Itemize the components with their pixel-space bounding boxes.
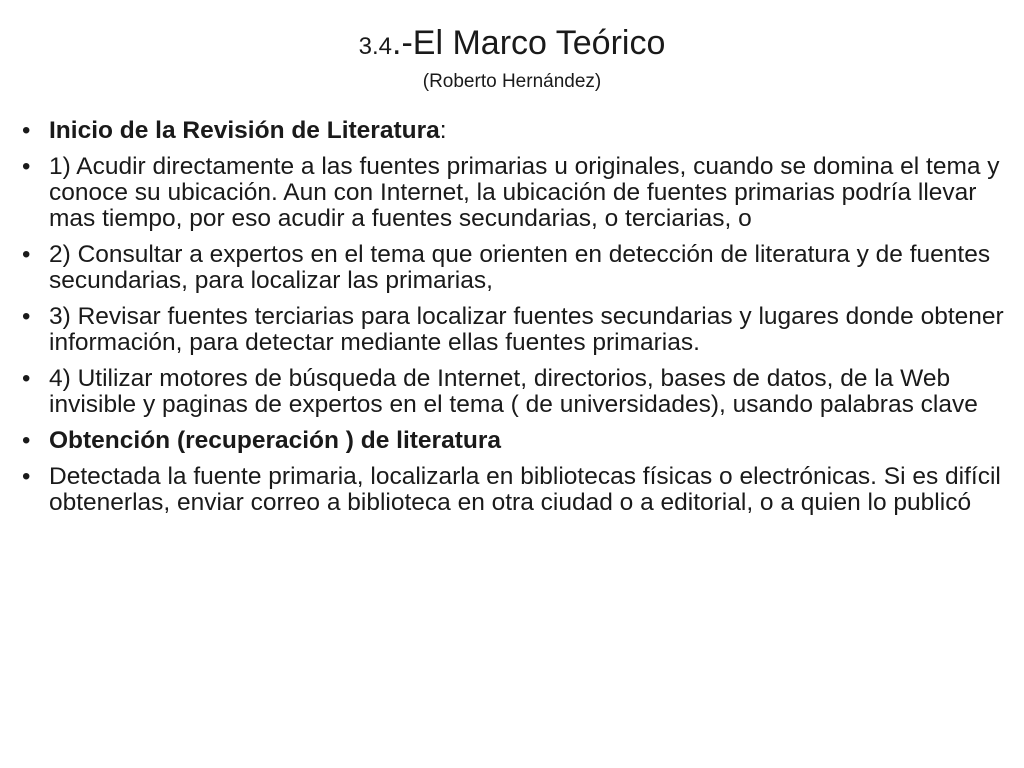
bullet-icon: • <box>22 241 31 268</box>
bullet-text: 2) Consultar a expertos en el tema que orienten en detección de literatura y de fuentes secundarias, para localizar las primarias, <box>49 241 991 294</box>
bullet-text: : <box>439 117 447 144</box>
bullet-item <box>22 242 1012 294</box>
bullet-icon: • <box>22 303 31 330</box>
bullet-text: 4) Utilizar motores de búsqueda de Internet, directorios, bases de datos, de la Web invisible y paginas de expertos en el tema ( de universidades), usando palabras clave <box>49 365 978 418</box>
bullet-icon: • <box>22 427 31 454</box>
bullet-icon: • <box>22 463 31 490</box>
bullet-item <box>22 154 1012 232</box>
bullet-item <box>22 366 1012 418</box>
bullet-icon: • <box>22 153 31 180</box>
slide-title <box>0 22 1024 68</box>
title-separator: .- <box>392 24 413 62</box>
bullet-item <box>22 464 1012 516</box>
bullet-list <box>22 118 1012 526</box>
title-block <box>0 22 1024 94</box>
bullet-text: 3) Revisar fuentes terciarias para localizar fuentes secundarias y lugares donde obtener información, para detectar mediante ellas fuentes primarias. <box>49 303 1004 356</box>
bullet-text: 1) Acudir directamente a las fuentes primarias u originales, cuando se domina el tema y conoce su ubicación. Aun con Internet, la ubicación de fuentes primarias podría llevar mas tiempo, por eso acudir a fuentes secundarias, o terciarias, o <box>49 153 1000 232</box>
bullet-item <box>22 118 1012 144</box>
slide-subtitle: (Roberto Hernández) <box>422 71 602 92</box>
title-number: 3.4 <box>358 33 392 60</box>
title-text: El Marco Teórico <box>412 24 666 62</box>
bullet-bold-text: Obtención (recuperación ) de literatura <box>49 427 501 454</box>
bullet-icon: • <box>22 365 31 392</box>
bullet-text: Detectada la fuente primaria, localizarla en bibliotecas físicas o electrónicas. Si es difícil obtenerlas, enviar correo a biblioteca en otra ciudad o a editorial, o a quien lo publicó <box>49 463 1001 516</box>
bullet-item <box>22 304 1012 356</box>
bullet-bold-text: Inicio de la Revisión de Literatura <box>49 117 440 144</box>
bullet-icon: • <box>22 117 31 144</box>
bullet-item <box>22 428 1012 454</box>
